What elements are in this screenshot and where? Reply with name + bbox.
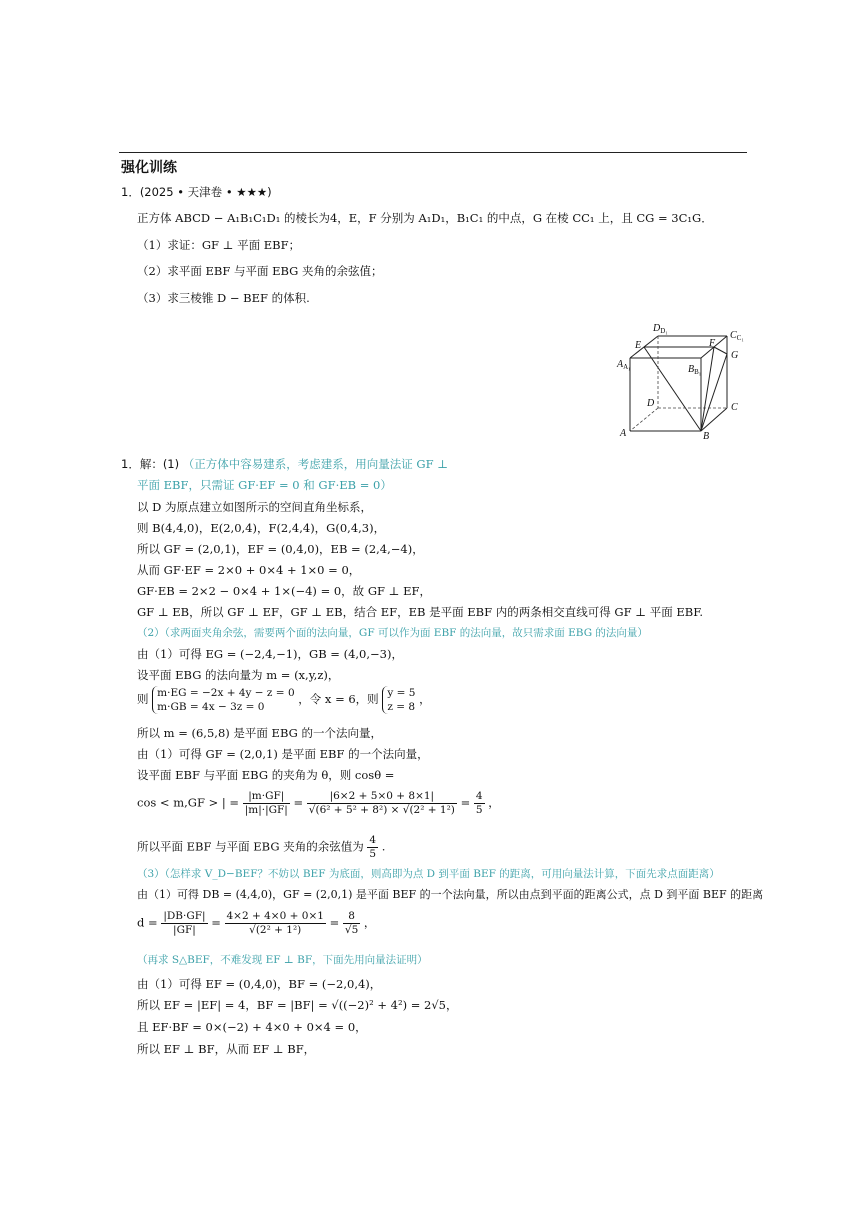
label-C: C [731, 402, 738, 413]
label-A1: $A_{A_1}$ [617, 359, 631, 371]
solution-line-10: 由（1）可得 EG = (−2,4,−1)，GB = (4,0,−3)， [137, 647, 403, 661]
solution-line-1 [121, 456, 448, 472]
cosine-conclusion: 所以平面 EBF 与平面 EBG 夹角的余弦值为 $\frac{4}{5}$ . [137, 834, 386, 860]
solution-line-15: 设平面 EBF 与平面 EBG 的夹角为 θ，则 cosθ = [137, 768, 395, 782]
problem-part-1: （1）求证：GF ⊥ 平面 EBF； [137, 238, 301, 252]
label-D: D [647, 398, 655, 409]
solution-label: 1．解：(1) [121, 457, 180, 471]
solution-line-25: 所以 EF ⊥ BF，从而 EF ⊥ BF， [137, 1042, 316, 1056]
solution-line-6: 从而 GF·EF = 2×0 + 0×4 + 1×0 = 0， [137, 563, 361, 577]
system-brace: m·EG = −2x + 4y − z = 0 m·GB = 4x − 3z = 0 [152, 686, 294, 714]
label-F: F [709, 338, 716, 349]
solution-line-24: 且 EF·BF = 0×(−2) + 4×0 + 0×4 = 0， [137, 1020, 367, 1034]
label-A: A [620, 428, 627, 439]
solution-line-4: 则 B(4,4,0)，E(2,0,4)，F(2,4,4)，G(0,4,3)， [137, 521, 386, 535]
solution-line-5: 所以 GF = (2,0,1)，EF = (0,4,0)，EB = (2,4,−4)， [137, 542, 424, 556]
solution-brace: y = 5 z = 8 [382, 686, 415, 714]
solution-note-1: （正方体中容易建系，考虑建系，用向量法证 GF ⊥ [182, 457, 449, 471]
section-heading: 强化训练 [121, 160, 177, 176]
label-G: G [731, 350, 739, 361]
solution-note-1b: 平面 EBF，只需证 GF·EF = 0 和 GF·EB = 0） [137, 478, 392, 492]
problem-label: 1．(2025 • 天津卷 • ★★★) [121, 185, 272, 199]
label-C1: $C_{C_1}$ [730, 330, 744, 342]
cube-figure [615, 320, 745, 445]
solution-line-23: 所以 EF = |EF| = 4，BF = |BF| = √((−2)² + 4²) = 2√5， [137, 998, 458, 1012]
solution-line-7: GF·EB = 2×2 − 0×4 + 1×(−4) = 0，故 GF ⊥ EF， [137, 584, 432, 598]
solution-note-3: （3）（怎样求 V_D−BEF？不妨以 BEF 为底面，则高即为点 D 到平面 BEF 的距离，可用向量法计算，下面先求点面距离） [137, 868, 720, 880]
distance-formula: d = $\frac{|DB\cdot GF|}{|GF|}$ = $\frac{4\times 2 + 4\times 0 + 0\times 1}{\text{√(2² + 1²)}}$ = $\frac{8}{√5}$ ， [137, 910, 376, 936]
solution-note-4: （再求 S△BEF，不难发现 EF ⊥ BF，下面先用向量法证明） [137, 954, 428, 966]
solution-line-3: 以 D 为原点建立如图所示的空间直角坐标系， [137, 500, 373, 514]
label-B1: $B_{B_1}$ [688, 364, 702, 376]
solution-line-19: 由（1）可得 DB = (4,4,0)，GF = (2,0,1) 是平面 BEF 的一个法向量，所以由点到平面的距离公式，点 D 到平面 BEF 的距离 [137, 888, 764, 901]
label-D1: $D_{D_1}$ [653, 323, 668, 335]
solution-line-11: 设平面 EBG 的法向量为 m = (x,y,z)， [137, 668, 340, 682]
solution-note-2: （2）（求两面夹角余弦，需要两个面的法向量，GF 可以作为面 EBF 的法向量，故只需求面 EBG 的法向量） [137, 627, 648, 639]
problem-part-2: （2）求平面 EBF 与平面 EBG 夹角的余弦值； [137, 264, 383, 278]
solution-line-14: 由（1）可得 GF = (2,0,1) 是平面 EBF 的一个法向量， [137, 747, 429, 761]
solution-line-22: 由（1）可得 EF = (0,4,0)，BF = (−2,0,4)， [137, 977, 382, 991]
solution-line-8: GF ⊥ EB，所以 GF ⊥ EF，GF ⊥ EB，结合 EF，EB 是平面 EBF 内的两条相交直线可得 GF ⊥ 平面 EBF. [137, 605, 704, 619]
cosine-formula: cos < m,GF > | = $\frac{|m\cdot GF|}{|m|\cdot|GF|}$ = $\frac{|6\times 2 + 5\times 0 + 8\times 1|}{\text{√(6² + 5² + 8²) × √(2² + 1²)}}$ = $\frac{4}{5}$ ， [137, 790, 500, 816]
label-B: B [703, 431, 710, 442]
solution-line-13: 所以 m = (6,5,8) 是平面 EBG 的一个法向量， [137, 726, 382, 740]
label-E: E [635, 340, 642, 351]
section-divider [119, 152, 747, 153]
equation-system: 则 m·EG = −2x + 4y − z = 0 m·GB = 4x − 3z = 0 ，令 x = 6，则 y = 5 z = 8 ， [137, 687, 431, 713]
problem-part-3: （3）求三棱锥 D − BEF 的体积. [137, 291, 310, 305]
problem-statement: 正方体 ABCD − A₁B₁C₁D₁ 的棱长为4，E，F 分别为 A₁D₁，B₁C₁ 的中点，G 在棱 CC₁ 上，且 CG = 3C₁G． [137, 211, 713, 225]
